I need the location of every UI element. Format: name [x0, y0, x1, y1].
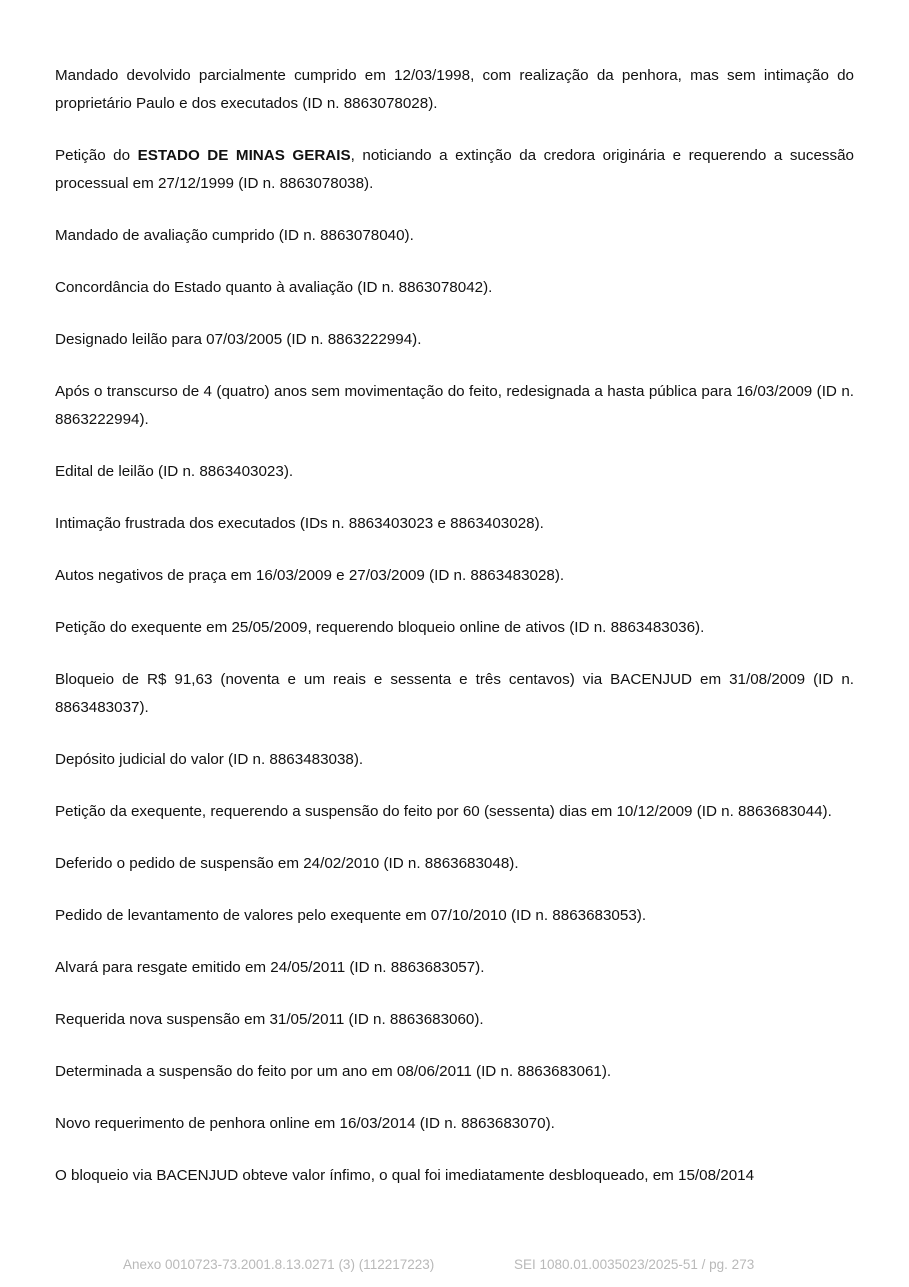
paragraph: Petição do ESTADO DE MINAS GERAIS, noticiando a extinção da credora originária e requerendo a sucessão processual em 27/12/1999 (ID n. 8863078038). — [55, 147, 854, 192]
paragraph: Petição da exequente, requerendo a suspensão do feito por 60 (sessenta) dias em 10/12/2009 (ID n. 8863683044). — [55, 803, 832, 820]
document-body — [55, 62, 854, 1214]
paragraph: Determinada a suspensão do feito por um ano em 08/06/2011 (ID n. 8863683061). — [55, 1063, 612, 1080]
paragraph: Deferido o pedido de suspensão em 24/02/2010 (ID n. 8863683048). — [55, 855, 519, 872]
paragraph: Intimação frustrada dos executados (IDs n. 8863403023 e 8863403028). — [55, 515, 544, 532]
paragraph: Concordância do Estado quanto à avaliação (ID n. 8863078042). — [55, 279, 493, 296]
paragraph: Pedido de levantamento de valores pelo exequente em 07/10/2010 (ID n. 8863683053). — [55, 907, 647, 924]
paragraph: Requerida nova suspensão em 31/05/2011 (ID n. 8863683060). — [55, 1011, 484, 1028]
paragraph: Mandado devolvido parcialmente cumprido em 12/03/1998, com realização da penhora, mas sem intimação do proprietário Paulo e dos executados (ID n. 8863078028). — [55, 67, 854, 112]
paragraph-truncated: O bloqueio via BACENJUD obteve valor ínfimo, o qual foi imediatamente desbloqueado, em 15/08/2014 — [55, 1167, 755, 1184]
bold-entity-name: ESTADO DE MINAS GERAIS — [137, 147, 351, 164]
paragraph: Alvará para resgate emitido em 24/05/2011 (ID n. 8863683057). — [55, 959, 485, 976]
paragraph: Designado leilão para 07/03/2005 (ID n. 8863222994). — [55, 331, 422, 348]
paragraph: Novo requerimento de penhora online em 16/03/2014 (ID n. 8863683070). — [55, 1115, 555, 1132]
paragraph: Após o transcurso de 4 (quatro) anos sem movimentação do feito, redesignada a hasta pública para 16/03/2009 (ID n. 8863222994). — [55, 383, 854, 428]
paragraph: Autos negativos de praça em 16/03/2009 e 27/03/2009 (ID n. 8863483028). — [55, 567, 565, 584]
paragraph: Petição do exequente em 25/05/2009, requerendo bloqueio online de ativos (ID n. 8863483036). — [55, 619, 705, 636]
paragraph: Depósito judicial do valor (ID n. 8863483038). — [55, 751, 364, 768]
footer-sei-page-reference: SEI 1080.01.0035023/2025-51 / pg. 273 — [514, 1257, 755, 1272]
paragraph: Edital de leilão (ID n. 8863403023). — [55, 463, 294, 480]
page-footer — [0, 1257, 909, 1275]
footer-attachment-reference: Anexo 0010723-73.2001.8.13.0271 (3) (112217223) — [123, 1257, 435, 1272]
paragraph: Bloqueio de R$ 91,63 (noventa e um reais e sessenta e três centavos) via BACENJUD em 31/08/2009 (ID n. 8863483037). — [55, 671, 854, 716]
paragraph: Mandado de avaliação cumprido (ID n. 8863078040). — [55, 227, 414, 244]
